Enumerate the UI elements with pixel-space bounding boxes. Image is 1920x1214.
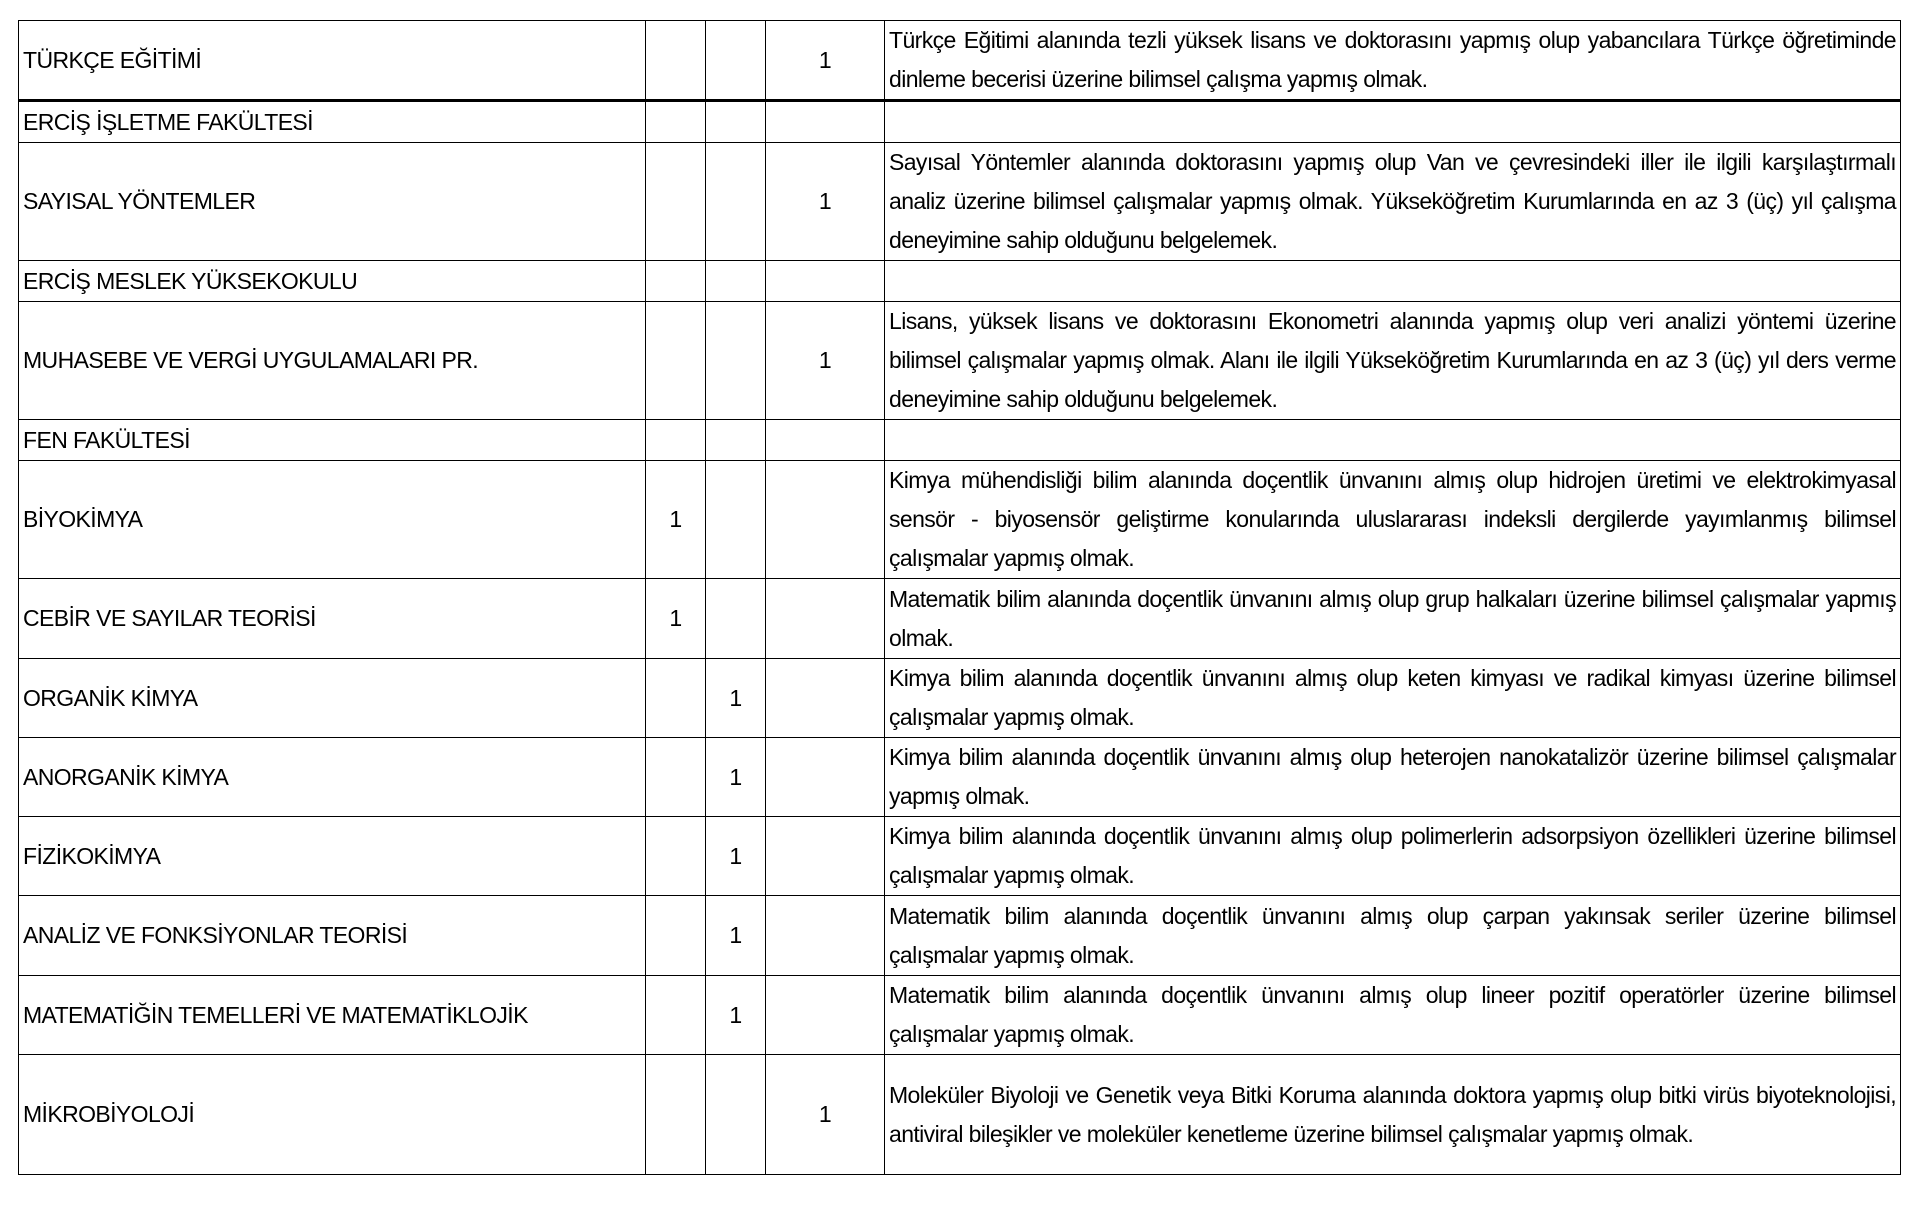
table-row bbox=[19, 579, 1901, 659]
department-cell: ORGANİK KİMYA bbox=[19, 659, 646, 738]
department-cell: FİZİKOKİMYA bbox=[19, 817, 646, 896]
requirements-cell: Matematik bilim alanında doçentlik ünvanını almış olup lineer pozitif operatörler üzerine bilimsel çalışmalar yapmış olmak. bbox=[885, 976, 1901, 1055]
requirements-cell: Matematik bilim alanında doçentlik ünvanını almış olup çarpan yakınsak seriler üzerine bilimsel çalışmalar yapmış olmak. bbox=[885, 896, 1901, 976]
requirements-cell: Sayısal Yöntemler alanında doktorasını yapmış olup Van ve çevresindeki iller ile ilgili karşılaştırmalı analiz üzerine bilimsel çalışmalar yapmış olmak. Yükseköğretim Kurumlarında en az 3 (üç) yıl çalışma deneyimine sahip olduğunu belgelemek. bbox=[885, 143, 1901, 261]
doctor-count-cell bbox=[766, 817, 885, 896]
professor-count-cell bbox=[646, 21, 706, 101]
table-row bbox=[19, 21, 1901, 101]
doctor-count-cell bbox=[766, 101, 885, 143]
department-cell: ANORGANİK KİMYA bbox=[19, 738, 646, 817]
associate-count-cell: 1 bbox=[706, 817, 766, 896]
doctor-count-cell: 1 bbox=[766, 21, 885, 101]
doctor-count-cell: 1 bbox=[766, 302, 885, 420]
associate-count-cell: 1 bbox=[706, 659, 766, 738]
professor-count-cell bbox=[646, 261, 706, 302]
associate-count-cell bbox=[706, 579, 766, 659]
requirements-cell: Kimya mühendisliği bilim alanında doçentlik ünvanını almış olup hidrojen üretimi ve elektrokimyasal sensör - biyosensör geliştirme konularında uluslararası indeksli dergilerde yayımlanmış bilimsel çalışmalar yapmış olmak. bbox=[885, 461, 1901, 579]
section-header-row bbox=[19, 101, 1901, 143]
doctor-count-cell: 1 bbox=[766, 1055, 885, 1175]
section-header-row bbox=[19, 261, 1901, 302]
associate-count-cell bbox=[706, 143, 766, 261]
doctor-count-cell bbox=[766, 261, 885, 302]
table-row bbox=[19, 896, 1901, 976]
requirements-cell: Kimya bilim alanında doçentlik ünvanını almış olup heterojen nanokatalizör üzerine bilimsel çalışmalar yapmış olmak. bbox=[885, 738, 1901, 817]
department-cell: BİYOKİMYA bbox=[19, 461, 646, 579]
professor-count-cell: 1 bbox=[646, 579, 706, 659]
professor-count-cell bbox=[646, 101, 706, 143]
professor-count-cell bbox=[646, 420, 706, 461]
associate-count-cell bbox=[706, 461, 766, 579]
department-cell: MATEMATİĞİN TEMELLERİ VE MATEMATİKLOJİK bbox=[19, 976, 646, 1055]
associate-count-cell: 1 bbox=[706, 896, 766, 976]
professor-count-cell bbox=[646, 896, 706, 976]
table-row bbox=[19, 143, 1901, 261]
department-cell: CEBİR VE SAYILAR TEORİSİ bbox=[19, 579, 646, 659]
associate-count-cell: 1 bbox=[706, 976, 766, 1055]
professor-count-cell bbox=[646, 659, 706, 738]
department-cell: ERCİŞ MESLEK YÜKSEKOKULU bbox=[19, 261, 646, 302]
table-row bbox=[19, 976, 1901, 1055]
positions-table bbox=[18, 20, 1901, 1175]
department-cell: ERCİŞ İŞLETME FAKÜLTESİ bbox=[19, 101, 646, 143]
associate-count-cell: 1 bbox=[706, 738, 766, 817]
doctor-count-cell bbox=[766, 896, 885, 976]
associate-count-cell bbox=[706, 261, 766, 302]
doctor-count-cell bbox=[766, 461, 885, 579]
department-cell: ANALİZ VE FONKSİYONLAR TEORİSİ bbox=[19, 896, 646, 976]
professor-count-cell bbox=[646, 817, 706, 896]
professor-count-cell bbox=[646, 1055, 706, 1175]
table-row bbox=[19, 1055, 1901, 1175]
department-cell: FEN FAKÜLTESİ bbox=[19, 420, 646, 461]
doctor-count-cell bbox=[766, 659, 885, 738]
professor-count-cell bbox=[646, 143, 706, 261]
table-row bbox=[19, 302, 1901, 420]
department-cell: SAYISAL YÖNTEMLER bbox=[19, 143, 646, 261]
requirements-cell: Lisans, yüksek lisans ve doktorasını Ekonometri alanında yapmış olup veri analizi yöntemi üzerine bilimsel çalışmalar yapmış olmak. Alanı ile ilgili Yükseköğretim Kurumlarında en az 3 (üç) yıl ders verme deneyimine sahip olduğunu belgelemek. bbox=[885, 302, 1901, 420]
table-row bbox=[19, 817, 1901, 896]
professor-count-cell bbox=[646, 738, 706, 817]
professor-count-cell bbox=[646, 302, 706, 420]
table-row bbox=[19, 461, 1901, 579]
table-row bbox=[19, 738, 1901, 817]
section-header-row bbox=[19, 420, 1901, 461]
requirements-cell: Matematik bilim alanında doçentlik ünvanını almış olup grup halkaları üzerine bilimsel çalışmalar yapmış olmak. bbox=[885, 579, 1901, 659]
doctor-count-cell: 1 bbox=[766, 143, 885, 261]
table-row bbox=[19, 659, 1901, 738]
associate-count-cell bbox=[706, 302, 766, 420]
associate-count-cell bbox=[706, 1055, 766, 1175]
requirements-cell bbox=[885, 261, 1901, 302]
associate-count-cell bbox=[706, 21, 766, 101]
requirements-cell: Türkçe Eğitimi alanında tezli yüksek lisans ve doktorasını yapmış olup yabancılara Türkçe öğretiminde dinleme becerisi üzerine bilimsel çalışma yapmış olmak. bbox=[885, 21, 1901, 101]
department-cell: MİKROBİYOLOJİ bbox=[19, 1055, 646, 1175]
requirements-cell: Moleküler Biyoloji ve Genetik veya Bitki Koruma alanında doktora yapmış olup bitki virüs biyoteknolojisi, antiviral bileşikler ve moleküler kenetleme üzerine bilimsel çalışmalar yapmış olmak. bbox=[885, 1055, 1901, 1175]
requirements-cell bbox=[885, 101, 1901, 143]
associate-count-cell bbox=[706, 101, 766, 143]
doctor-count-cell bbox=[766, 738, 885, 817]
requirements-cell: Kimya bilim alanında doçentlik ünvanını almış olup keten kimyası ve radikal kimyası üzerine bilimsel çalışmalar yapmış olmak. bbox=[885, 659, 1901, 738]
doctor-count-cell bbox=[766, 976, 885, 1055]
associate-count-cell bbox=[706, 420, 766, 461]
professor-count-cell: 1 bbox=[646, 461, 706, 579]
doctor-count-cell bbox=[766, 579, 885, 659]
doctor-count-cell bbox=[766, 420, 885, 461]
requirements-cell bbox=[885, 420, 1901, 461]
department-cell: TÜRKÇE EĞİTİMİ bbox=[19, 21, 646, 101]
department-cell: MUHASEBE VE VERGİ UYGULAMALARI PR. bbox=[19, 302, 646, 420]
professor-count-cell bbox=[646, 976, 706, 1055]
requirements-cell: Kimya bilim alanında doçentlik ünvanını almış olup polimerlerin adsorpsiyon özellikleri üzerine bilimsel çalışmalar yapmış olmak. bbox=[885, 817, 1901, 896]
